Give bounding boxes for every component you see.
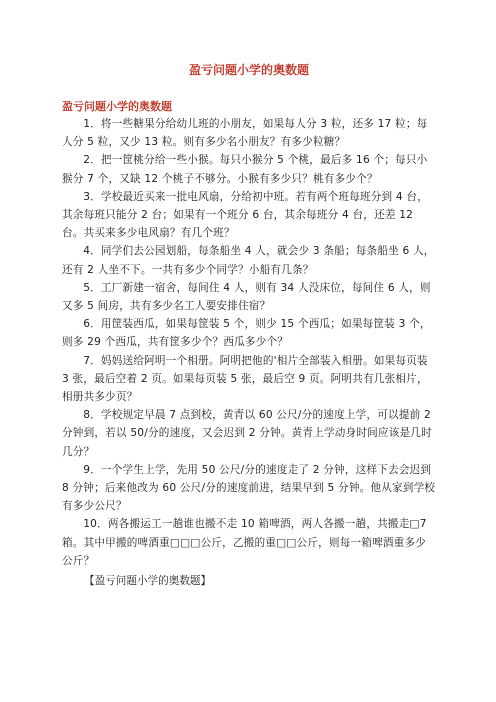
question-item: 9．一个学生上学，先用 50 公尺/分的速度走了 2 分钟，这样下去会迟到 8 分钟；后来他改为 60 公尺/分的速度前进，结果早到 5 分钟。他从家到学校有多少公尺？ xyxy=(62,463,436,513)
question-item: 5．工厂新建一宿舍，每间住 4 人，则有 34 人没床位，每间住 6 人，则又多 5 间房，共有多少名工人要安排住宿？ xyxy=(62,281,431,313)
question-item: 6．用筐装西瓜，如果每筐装 5 个，则少 15 个西瓜；如果每筐装 3 个，则多 29 个西瓜，共有筐多少个？西瓜多少个？ xyxy=(62,318,431,349)
footer-tag: 【盈亏问题小学的奥数题】 xyxy=(84,575,212,588)
question-item: 8．学校规定早晨 7 点到校，黄青以 60 公尺/分的速度上学，可以提前 2 分钟到，若以 50/分的速度，又会迟到 2 分钟。黄青上学动身时间应该是几时几分？ xyxy=(62,409,432,458)
question-item: 10．两各搬运工一趟谁也搬不走 10 箱啤酒，两人各搬一趟，共搬走□7 箱。其中甲搬的啤酒重□□□公斤，乙搬的重□□公斤，则每一箱啤酒重多少公斤？ xyxy=(62,518,427,567)
question-item: 3．学校最近买来一批电风扇，分给初中班。若有两个班每班分到 4 台，其余每班只能分 2 台；如果有一个班分 6 台，其余每班分 4 台，还差 12 台。共买来多少电风扇？有几个班？ xyxy=(62,190,429,240)
question-item: 4．同学们去公园划船，每条船坐 4 人，就会少 3 条船；每条船坐 6 人，还有 2 人坐不下。一共有多少个同学？小船有几条？ xyxy=(62,245,435,276)
section-heading: 盈亏问题小学的奥数题 xyxy=(62,100,172,113)
question-item: 2．把一筐桃分给一些小猴。每只小猴分 5 个桃，最后多 16 个；每只小猴分 7 个，又缺 12 个桃子不够分。小猴有多少只？桃有多少个？ xyxy=(62,154,428,185)
question-item: 7．妈妈送给阿明一个相册。阿明把他的'相片全部装入相册。如果每页装 3 张，最后空着 2 页。如果每页装 5 张，最后空 9 页。阿明共有几张相片，相册共多少页？ xyxy=(62,354,428,404)
question-item: 1．将一些糖果分给幼儿班的小朋友，如果每人分 3 粒，还多 17 粒；每人分 5 粒，又少 13 粒。则有多少名小朋友？有多少粒糖？ xyxy=(62,118,428,149)
question-list xyxy=(62,115,436,570)
document-title: 盈亏问题小学的奥数题 xyxy=(188,63,309,77)
